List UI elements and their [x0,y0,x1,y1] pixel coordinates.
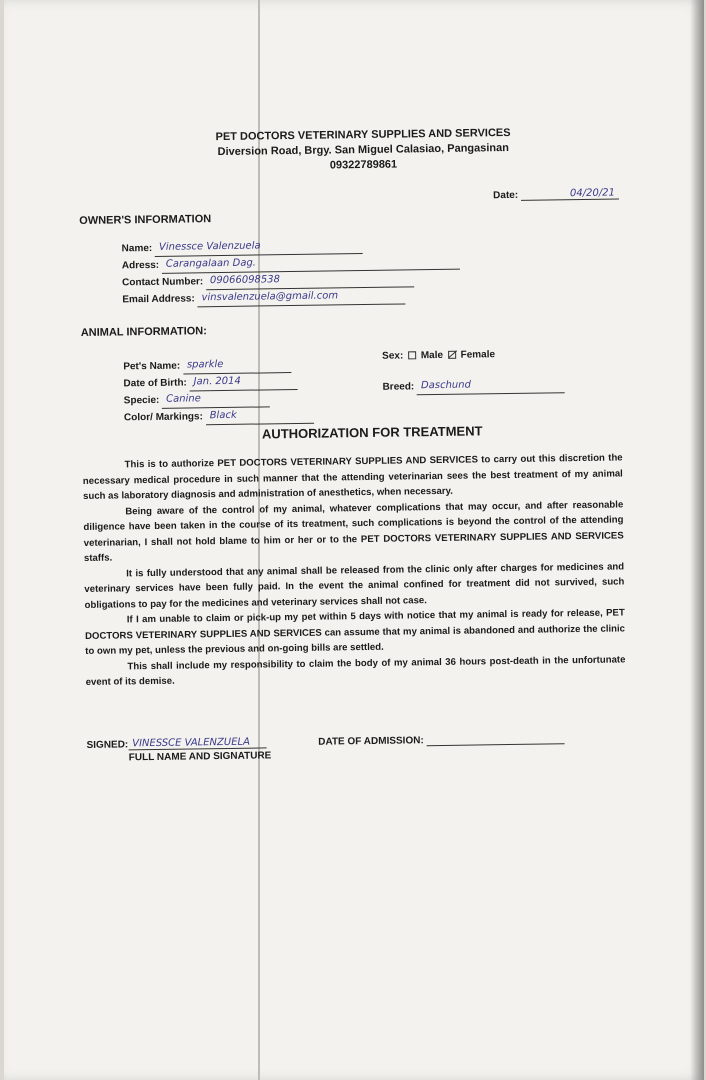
owner-contact-field[interactable]: 09066098538 [206,270,414,290]
dob-field[interactable]: Jan. 2014 [190,373,298,392]
owner-section-title: OWNER'S INFORMATION [79,213,212,227]
color-label: Color/ Markings: [123,411,203,424]
owner-address-field[interactable]: Carangalaan Dag. [162,253,460,274]
full-name-caption: FULL NAME AND SIGNATURE [128,749,272,763]
owner-email-field[interactable]: vinsvalenzuela@gmail.com [197,287,405,307]
sex-male-label: Male [420,349,444,362]
business-address: Diversion Road, Brgy. San Miguel Calasiao, Pangasinan [217,141,510,159]
sex-male-checkbox[interactable] [408,352,416,360]
paragraph: This is to authorize PET DOCTORS VETERINARY SUPPLIES AND SERVICES to carry out this discretion the necessary medical procedure in such manner that the attending veterinarian sees the best treatment of my animal such as laboratory diagnosis and administration of anesthetics, when necessary. [82,452,623,502]
color-field[interactable]: Black [206,407,314,426]
owner-address-label: Adress: [121,259,160,272]
paragraph: It is fully understood that any animal shall be released from the clinic only after charges for medicines and veterinary services have been fully paid. In the event the animal confined for treatment did not survived, such obligations to pay for the medicines and veterinary services shall not case. [84,560,625,611]
sex-female-label: Female [460,349,496,361]
sex-female-checkbox[interactable] [448,351,456,359]
paper-sheet [4,0,704,1080]
owner-name-label: Name: [121,242,153,255]
specie-label: Specie: [123,394,160,407]
owner-contact-label: Contact Number: [122,276,204,289]
paragraph: If I am unable to claim or pick-up my pet within 5 days with notice that my animal is ready for release, PET DOCTORS VETERINARY SUPPLIES AND SERVICES can assume that my animal is abandoned and authorize the clinic to own my pet, unless the previous and on-going bills are settled. [84,607,626,657]
color-row [124,406,383,427]
animal-left-column [123,349,383,427]
dob-label: Date of Birth: [123,377,187,390]
pet-name-field[interactable]: sparkle [183,356,291,375]
specie-field[interactable]: Canine [162,390,270,409]
owner-fields [122,233,621,308]
sex-row [382,345,621,364]
signed-label: SIGNED: [86,738,129,751]
date-field[interactable]: 04/20/21 [521,187,619,200]
authorization-body [83,450,626,690]
animal-fields [123,345,622,426]
admission-label: DATE OF ADMISSION: [318,734,424,748]
consent-form [78,124,627,763]
business-phone: 09322789861 [329,158,398,172]
date-of-admission [318,733,564,747]
animal-right-column [382,345,622,422]
paragraph: Being aware of the control of my animal, whatever complications that may occur, and after reasonable diligence have been taken in the course of its treatment, such complications is beyond the control of the attending veterinarian, I shall not hold blame to him or her or to the PET DOCTORS VETERINARY SUPPLIES AND SERVICES staffs. [83,498,624,564]
date-row [79,187,619,207]
breed-field[interactable]: Daschund [417,376,565,395]
date-label: Date: [493,189,519,202]
breed-label: Breed: [382,381,415,393]
authorization-title: AUTHORIZATION FOR TREATMENT [261,423,483,442]
business-name: PET DOCTORS VETERINARY SUPPLIES AND SERVICES [215,126,511,144]
paper-edge-shadow [690,0,704,1080]
breed-row [382,375,621,395]
paragraph: This shall include my responsibility to claim the body of my animal 36 hours post-death in the unfortunate event of its demise. [85,653,626,688]
owner-email-label: Email Address: [122,293,195,306]
pet-name-label: Pet's Name: [123,360,181,373]
form-header [108,124,619,176]
animal-section-title: ANIMAL INFORMATION: [80,325,207,339]
signature-field[interactable]: VINESSCE VALENZUELA [128,736,266,750]
owner-name-field[interactable]: Vinessce Valenzuela [155,237,363,257]
sex-label: Sex: [382,350,404,362]
